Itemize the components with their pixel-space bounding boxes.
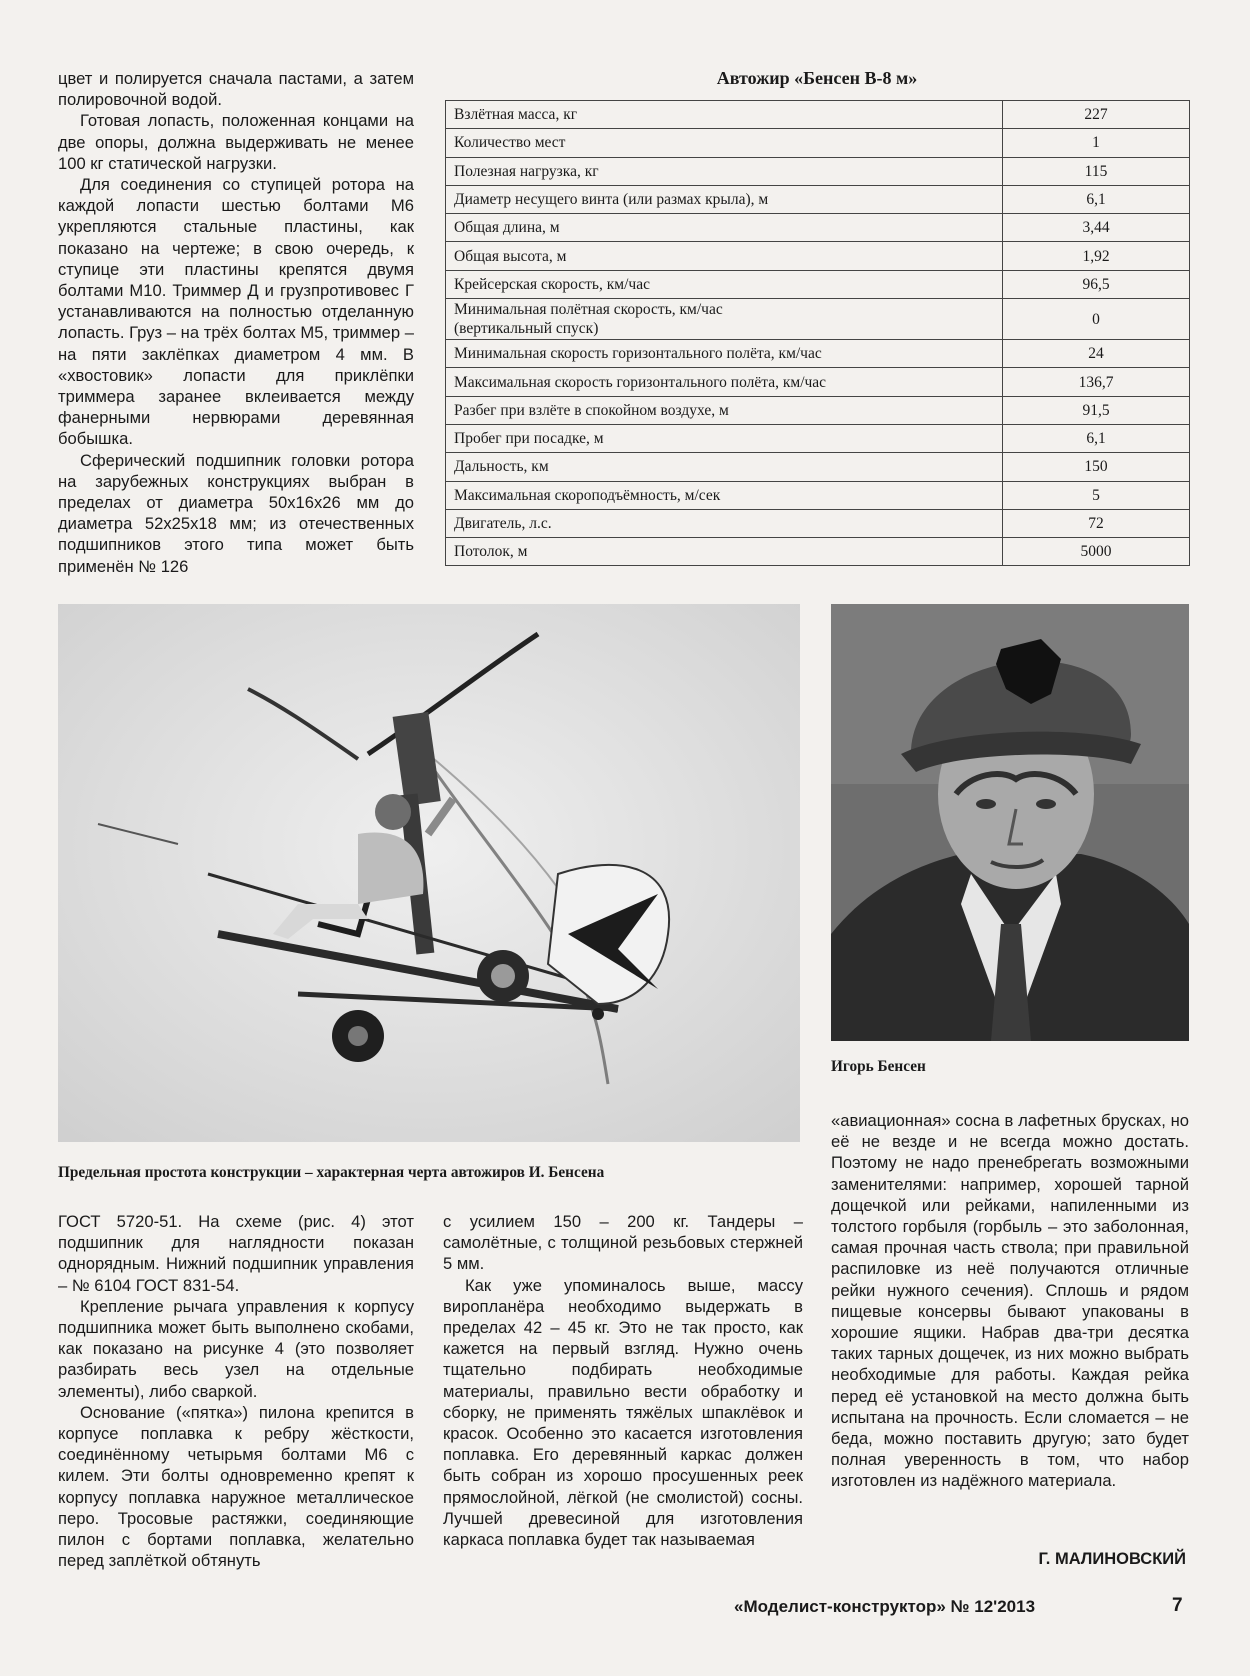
row-label: Дальность, км bbox=[446, 453, 1003, 481]
row-value: 6,1 bbox=[1003, 185, 1190, 213]
paragraph: Основание («пятка») пилона крепится в корпусе поплавка к ребру жёсткости, соединённому четырьмя болтами М6 с килем. Эти болты одновременно крепят к корпусу поплавка наружное металлическое перо. Тросовые растяжки, соединяющие пилон с бортами поплавка, желательно перед заплёткой обтянуть bbox=[58, 1402, 414, 1571]
article-column-bottom-1 bbox=[58, 1211, 414, 1571]
photo-caption-portrait: Игорь Бенсен bbox=[831, 1058, 926, 1075]
row-label: Двигатель, л.с. bbox=[446, 509, 1003, 537]
row-value: 5 bbox=[1003, 481, 1190, 509]
paragraph: цвет и полируется сначала пастами, а затем полировочной водой. bbox=[58, 69, 414, 110]
author-signature: Г. МАЛИНОВСКИЙ bbox=[1038, 1550, 1186, 1568]
row-value: 150 bbox=[1003, 453, 1190, 481]
row-label-line: (вертикальный спуск) bbox=[454, 320, 599, 338]
row-label bbox=[446, 299, 1003, 340]
article-column-bottom-3 bbox=[831, 1110, 1189, 1492]
paragraph: с усилием 150 – 200 кг. Тандеры – самолётные, с толщиной резьбовых стержней 5 мм. bbox=[443, 1212, 803, 1274]
row-label: Пробег при посадке, м bbox=[446, 424, 1003, 452]
row-value: 136,7 bbox=[1003, 368, 1190, 396]
gyroplane-illustration bbox=[58, 604, 800, 1142]
row-label: Крейсерская скорость, км/час bbox=[446, 270, 1003, 298]
spec-table-title: Автожир «Бенсен В-8 м» bbox=[716, 68, 918, 88]
table-row bbox=[446, 509, 1190, 537]
row-label: Потолок, м bbox=[446, 538, 1003, 566]
row-value: 3,44 bbox=[1003, 214, 1190, 242]
table-row bbox=[446, 185, 1190, 213]
row-value: 91,5 bbox=[1003, 396, 1190, 424]
table-row bbox=[446, 453, 1190, 481]
table-row bbox=[446, 157, 1190, 185]
table-row bbox=[446, 101, 1190, 129]
row-label: Диаметр несущего винта (или размах крыла), м bbox=[446, 185, 1003, 213]
row-label: Общая высота, м bbox=[446, 242, 1003, 270]
paragraph: «авиационная» сосна в лафетных брусках, но её не везде и не всегда можно достать. Поэтому не надо пренебрегать возможными заменителями: например, хорошей тарной дощечкой или рейками, напиленными из толстого горбыля (горбыль – это заболонная, самая прочная часть ствола; при правильной распиловке из неё получаются отличные рейки нужного сечения). Сплошь и рядом пищевые консервы бывают упакованы в хорошие ящики. Набрав два-три десятка таких тарных дощечек, из них можно выбрать необходимые для работы. Каждая рейка перед её установкой на место должна быть испытана на прочность. Если сломается – не беда, можно поставить другую; зато будет полная уверенность в том, что набор изготовлен из надёжного материала. bbox=[831, 1111, 1189, 1491]
portrait-illustration bbox=[831, 604, 1189, 1041]
row-value: 6,1 bbox=[1003, 424, 1190, 452]
paragraph: ГОСТ 5720-51. На схеме (рис. 4) этот подшипник для наглядности показан однорядным. Нижний подшипник управления – № 6104 ГОСТ 831-54. bbox=[58, 1212, 414, 1295]
paragraph: Сферический подшипник головки ротора на зарубежных конструкциях выбран в пределах от диаметра 50х16х26 мм до диаметра 52х25х18 мм; из отечественных подшипников этого типа может быть применён № 126 bbox=[58, 450, 414, 576]
row-value: 115 bbox=[1003, 157, 1190, 185]
row-value: 24 bbox=[1003, 340, 1190, 368]
article-column-bottom-2 bbox=[443, 1211, 803, 1550]
row-label-line: Минимальная полётная скорость, км/час bbox=[454, 301, 723, 319]
paragraph: Крепление рычага управления к корпусу подшипника может быть выполнено скобами, как показано на рисунке 4 (это позволяет разбирать весь узел на отдельные элементы), либо сваркой. bbox=[58, 1296, 414, 1401]
page-number: 7 bbox=[1172, 1595, 1183, 1616]
table-row bbox=[446, 242, 1190, 270]
article-column-left-top bbox=[58, 68, 414, 577]
table-row bbox=[446, 368, 1190, 396]
table-row bbox=[446, 129, 1190, 157]
row-value: 96,5 bbox=[1003, 270, 1190, 298]
row-value: 1 bbox=[1003, 129, 1190, 157]
paragraph: Готовая лопасть, положенная концами на две опоры, должна выдерживать не менее 100 кг статической нагрузки. bbox=[58, 111, 414, 173]
table-row bbox=[446, 299, 1190, 340]
footer-magazine-title: «Моделист-конструктор» № 12'2013 bbox=[734, 1597, 1036, 1616]
table-row bbox=[446, 538, 1190, 566]
row-label: Максимальная скорость горизонтального полёта, км/час bbox=[446, 368, 1003, 396]
row-label: Максимальная скороподъёмность, м/сек bbox=[446, 481, 1003, 509]
table-row bbox=[446, 340, 1190, 368]
table-row bbox=[446, 270, 1190, 298]
table-row bbox=[446, 424, 1190, 452]
row-value: 5000 bbox=[1003, 538, 1190, 566]
row-label: Минимальная скорость горизонтального полёта, км/час bbox=[446, 340, 1003, 368]
paragraph: Как уже упоминалось выше, массу виропланёра необходимо выдержать в пределах 42 – 45 кг. Это не так просто, как кажется на первый взгляд. Нужно очень тщательно подбирать необходимые материалы, правильно вести обработку и сборку, не применять тяжёлых шпаклёвок и красок. Особенно это касается изготовления поплавка. Его деревянный каркас должен быть собран из хорошо просушенных реек прямослойной, лёгкой (не смолистой) сосны. Лучшей древесиной для изготовления каркаса поплавка будет так называемая bbox=[443, 1275, 803, 1550]
row-label: Полезная нагрузка, кг bbox=[446, 157, 1003, 185]
row-label: Разбег при взлёте в спокойном воздухе, м bbox=[446, 396, 1003, 424]
row-label: Общая длина, м bbox=[446, 214, 1003, 242]
portrait-photo bbox=[831, 604, 1189, 1041]
paragraph: Для соединения со ступицей ротора на каждой лопасти шестью болтами М6 укрепляются стальные пластины, как показано на чертеже; в свою очередь, к ступице эти пластины крепятся двумя болтами М10. Триммер Д и грузпротивовес Г устанавливаются на полностью отделанную лопасть. Груз – на трёх болтах М5, триммер – на пяти заклёпках диаметром 4 мм. В «хвостовик» лопасти для приклёпки триммера заранее вклеивается между фанерными нервюрами деревянная бобышка. bbox=[58, 175, 414, 449]
gyroplane-photo bbox=[58, 604, 800, 1142]
spec-table bbox=[445, 100, 1190, 566]
row-label: Взлётная масса, кг bbox=[446, 101, 1003, 129]
table-row bbox=[446, 214, 1190, 242]
row-label: Количество мест bbox=[446, 129, 1003, 157]
row-value: 0 bbox=[1003, 299, 1190, 340]
row-value: 72 bbox=[1003, 509, 1190, 537]
table-row bbox=[446, 396, 1190, 424]
row-value: 227 bbox=[1003, 101, 1190, 129]
photo-caption-gyroplane: Предельная простота конструкции – характерная черта автожиров И. Бенсена bbox=[58, 1164, 605, 1181]
table-row bbox=[446, 481, 1190, 509]
row-value: 1,92 bbox=[1003, 242, 1190, 270]
